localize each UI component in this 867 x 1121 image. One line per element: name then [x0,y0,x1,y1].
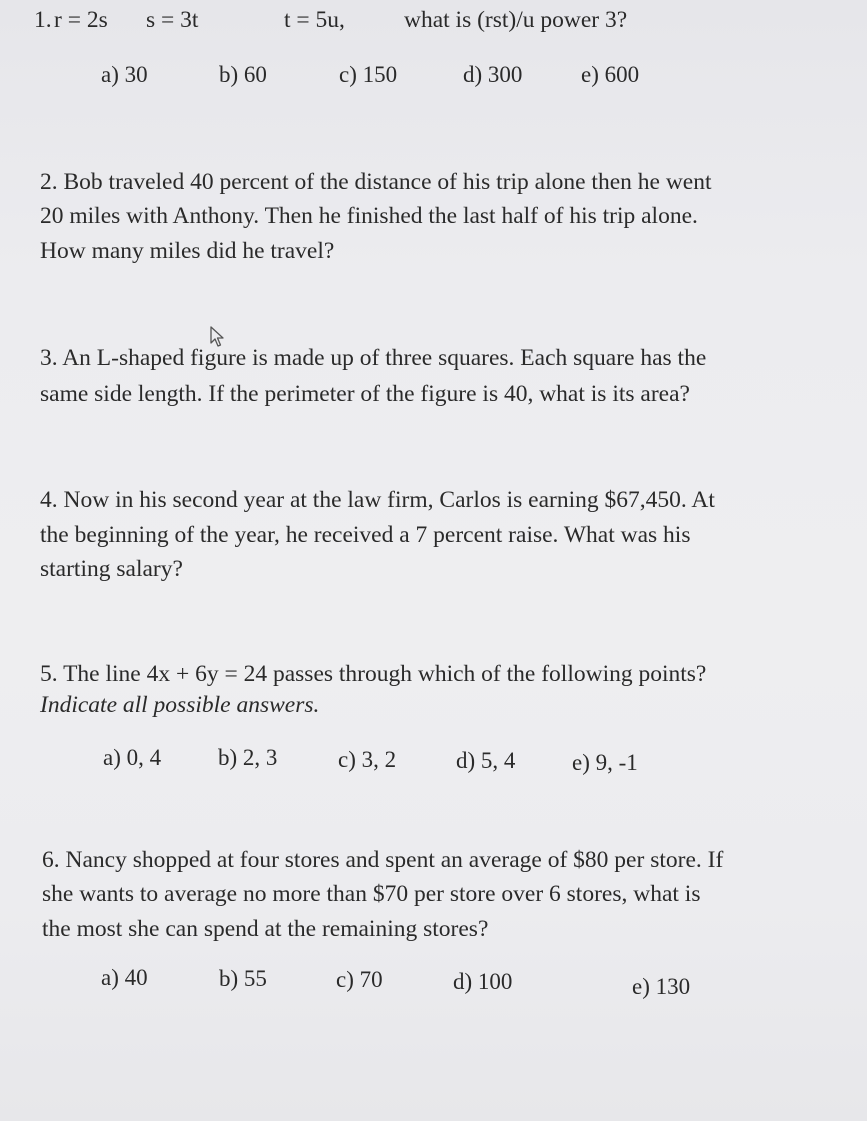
question-5-option-e: e) 9, -1 [572,750,638,775]
question-1-option-a: a) 30 [101,62,148,87]
question-6-option-c: c) 70 [336,967,383,992]
question-6-line-3: the most she can spend at the remaining stores? [42,916,489,942]
question-5-instruction: Indicate all possible answers. [40,692,320,718]
question-6-line-2: she wants to average no more than $70 per store over 6 stores, what is [42,881,701,907]
question-6-option-e: e) 130 [632,974,691,999]
question-3-line-2: same side length. If the perimeter of the figure is 40, what is its area? [40,381,690,407]
question-5-option-b: b) 2, 3 [218,745,278,770]
question-1-number: 1. [34,7,52,33]
question-4-line-3: starting salary? [40,556,183,582]
question-2-line-2: 20 miles with Anthony. Then he finished the last half of his trip alone. [40,203,698,229]
question-5-option-c: c) 3, 2 [338,747,397,772]
question-1-option-c: c) 150 [339,62,398,87]
question-1-option-d: d) 300 [463,62,523,87]
question-4-line-2: the beginning of the year, he received a 7 percent raise. What was his [40,522,691,548]
question-6-option-b: b) 55 [219,966,267,991]
question-5-option-d: d) 5, 4 [456,748,516,773]
question-6-option-a: a) 40 [101,965,148,990]
question-1-s-equation: s = 3t [146,7,199,33]
question-1-option-b: b) 60 [219,62,267,87]
question-6-option-d: d) 100 [453,969,513,994]
question-3-line-1: 3. An L-shaped figure is made up of three squares. Each square has the [40,345,707,371]
mouse-pointer-icon [209,326,225,348]
question-2-line-1: 2. Bob traveled 40 percent of the distance of his trip alone then he went [40,169,712,195]
question-1-option-e: e) 600 [581,62,640,87]
question-1 [34,9,674,37]
question-5-option-a: a) 0, 4 [103,745,162,770]
question-1-r-equation: r = 2s [54,7,108,33]
question-5-line-1: 5. The line 4x + 6y = 24 passes through which of the following points? [40,661,707,687]
question-1-text: what is (rst)/u power 3? [404,7,628,33]
question-1-t-equation: t = 5u, [284,7,345,33]
question-4-line-1: 4. Now in his second year at the law firm, Carlos is earning $67,450. At [40,487,715,513]
question-2-line-3: How many miles did he travel? [40,238,335,264]
question-6-line-1: 6. Nancy shopped at four stores and spent an average of $80 per store. If [42,847,724,873]
